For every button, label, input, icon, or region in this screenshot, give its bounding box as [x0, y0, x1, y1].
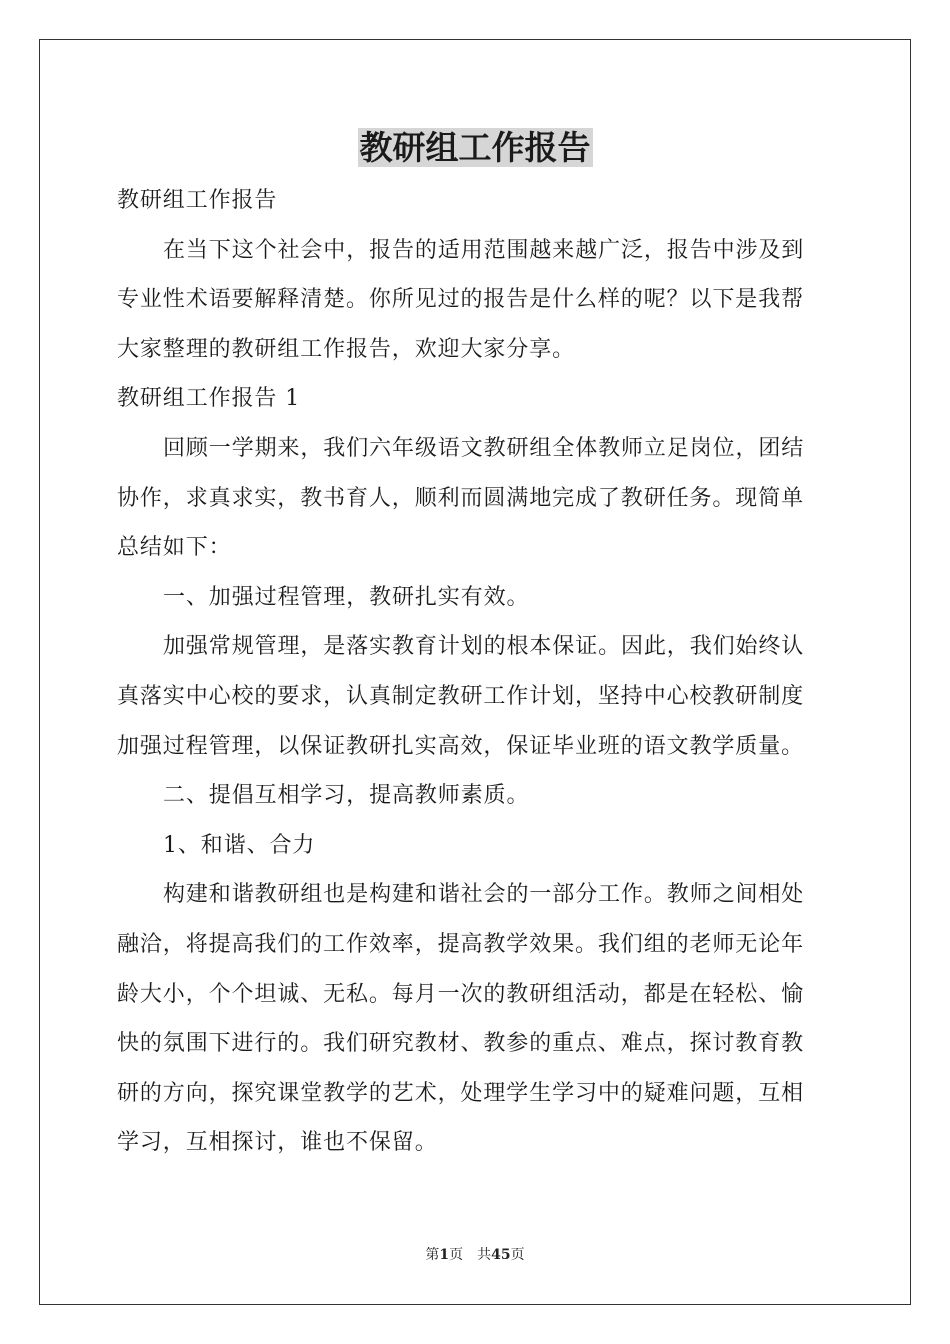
text-line: 专业性术语要解释清楚。你所见过的报告是什么样的呢？以下是我帮 — [117, 287, 805, 313]
text-line: 一、加强过程管理，教研扎实有效。 — [163, 584, 530, 610]
document-title: 教研组工作报告 — [359, 128, 591, 167]
footer-total-pages: 45 — [491, 1247, 511, 1263]
text-line: 融洽，将提高我们的工作效率，提高教学效果。我们组的老师无论年 — [117, 931, 805, 957]
page-footer — [0, 1245, 950, 1265]
footer-page-prefix: 第 — [425, 1247, 440, 1263]
text-line: 二、提倡互相学习，提高教师素质。 — [163, 783, 530, 809]
text-line: 总结如下： — [117, 535, 232, 561]
footer-total-prefix: 共 — [477, 1247, 492, 1263]
text-line: 加强常规管理，是落实教育计划的根本保证。因此，我们始终认 — [163, 634, 805, 660]
text-line: 教研组工作报告 1 — [117, 386, 301, 412]
text-line: 大家整理的教研组工作报告，欢迎大家分享。 — [117, 336, 576, 362]
text-line: 构建和谐教研组也是构建和谐社会的一部分工作。教师之间相处 — [163, 882, 805, 908]
text-line: 学习，互相探讨，谁也不保留。 — [117, 1130, 438, 1156]
footer-page-number: 1 — [439, 1247, 450, 1263]
text-line: 协作，求真求实，教书育人，顺利而圆满地完成了教研任务。现简单 — [117, 485, 805, 511]
footer-total-suffix: 页 — [510, 1247, 525, 1263]
text-line: 龄大小，个个坦诚、无私。每月一次的教研组活动，都是在轻松、愉 — [117, 981, 805, 1007]
text-line: 1、和谐、合力 — [163, 832, 316, 858]
text-line: 教研组工作报告 — [117, 188, 278, 213]
text-line: 加强过程管理，以保证教研扎实高效，保证毕业班的语文教学质量。 — [117, 733, 805, 759]
text-line: 快的氛围下进行的。我们研究教材、教参的重点、难点，探讨教育教 — [117, 1031, 805, 1057]
text-line: 真落实中心校的要求，认真制定教研工作计划，坚持中心校教研制度 — [117, 683, 805, 709]
text-line: 研的方向，探究课堂教学的艺术，处理学生学习中的疑难问题，互相 — [117, 1080, 805, 1106]
document-body — [117, 176, 833, 1168]
text-line: 回顾一学期来，我们六年级语文教研组全体教师立足岗位，团结 — [163, 435, 805, 461]
footer-page-suffix: 页 — [449, 1247, 464, 1263]
document-title-container — [0, 125, 950, 171]
text-line: 在当下这个社会中，报告的适用范围越来越广泛，报告中涉及到 — [163, 237, 805, 263]
